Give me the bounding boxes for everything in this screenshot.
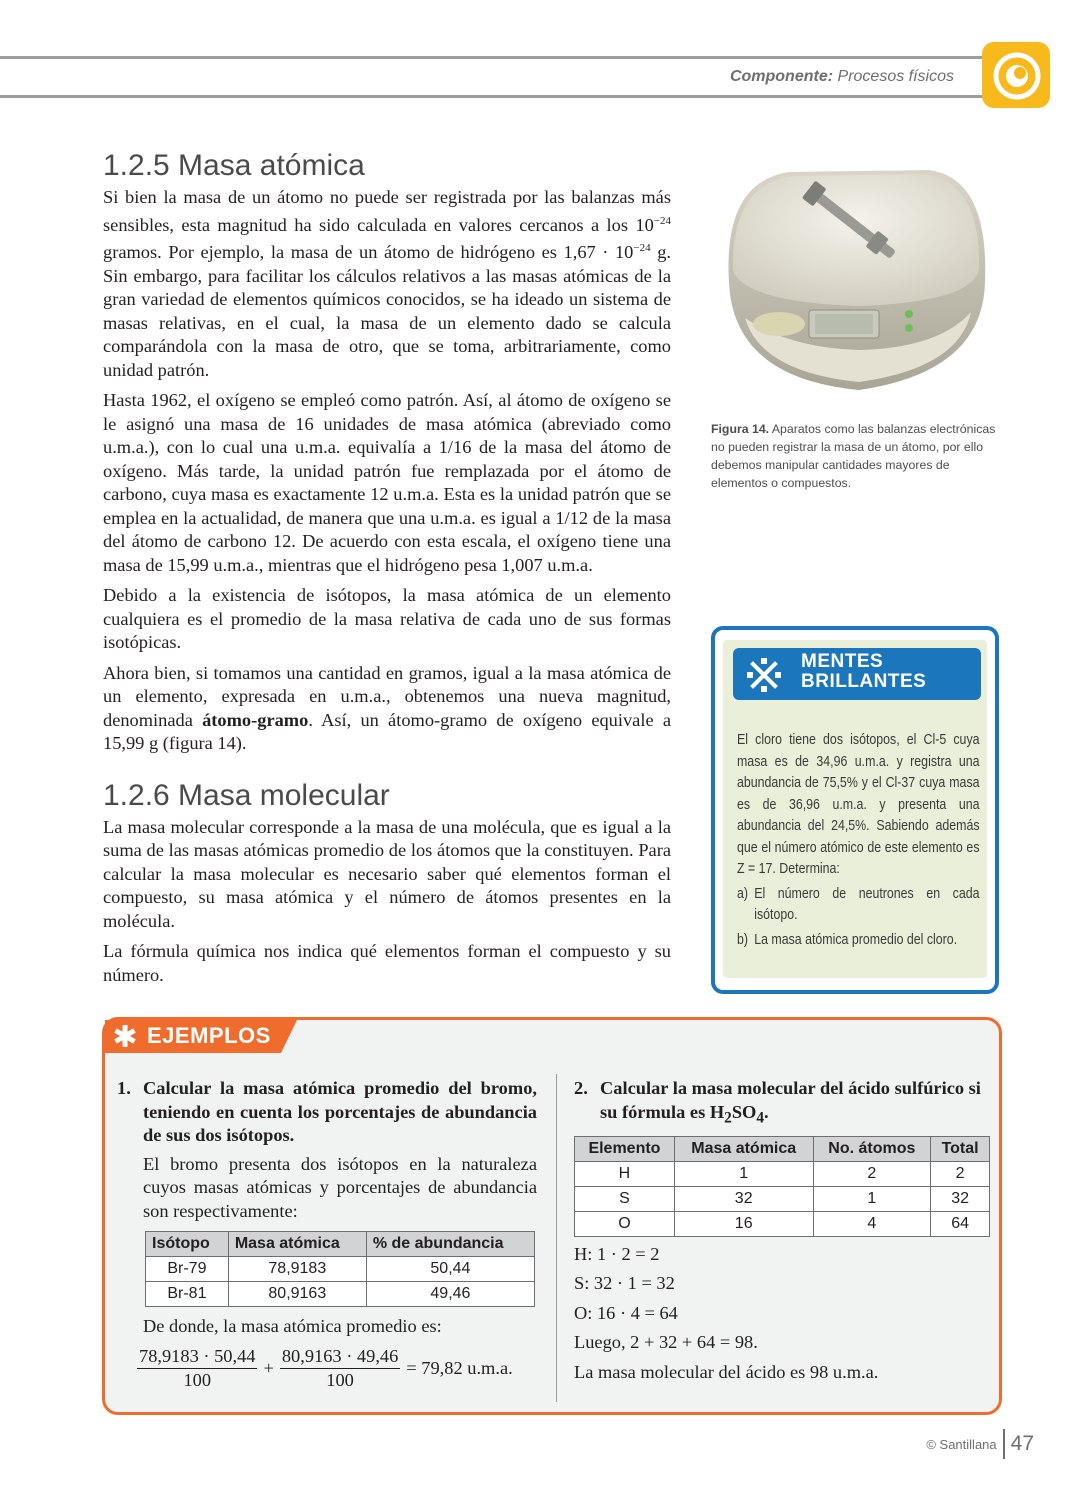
list-item: b) La masa atómica promedio del cloro. [737,931,958,948]
table-row: S 32 1 32 [575,1186,990,1211]
table-row: Br-81 80,9163 49,46 [146,1282,535,1307]
problem-statement: El cloro tiene dos isótopos, el Cl-5 cuya masa es de 34,96 u.m.a. y registra una abundancia de 75,5% y el Cl-37 cuya masa es de 36,96 u.m.a. y presenta una abundancia del 24,5%. Sabiendo además que el número atómico de este elemento es Z = 17. Determina: [737,732,980,877]
calc-line: H: 1 · 2 = 2 [574,1243,660,1264]
mentes-brillantes-header [733,648,981,700]
figure-label: Figura 14. [711,422,770,436]
weighted-average-formula: $\frac{78,9183 \cdot 50,44}{100}$ + $\frac{80,9163 \cdot 49,46}{100}$ = 79,82 u.m.a. [139,1345,513,1390]
sulfuric-acid-table: Elemento Masa atómica No. átomos Total H 1 2 2 S 32 1 32 O 16 4 64 [574,1136,990,1237]
example-2-heading: 2. Calcular la masa molecular del ácido sulfúrico si su fórmula es $H_2SO_4$. [574,1078,981,1127]
ejemplos-title: EJEMPLOS [147,1023,271,1048]
section-title-masa-molecular: 1.2.6 Masa molecular [103,778,390,812]
footer-divider [1003,1429,1005,1459]
mentes-brillantes-title: MENTES BRILLANTES [801,651,927,692]
page-number: 47 [1010,1432,1034,1455]
component-value: Procesos físicos [837,68,954,85]
list-item: a) El número de neutrones en cada isótopo. [737,885,980,923]
figure-caption-text: Aparatos como las balanzas electrónicas no pueden registrar la masa de un átomo, por ello debemos manipular cantidades mayores de elementos o compuestos. [711,422,996,490]
paragraph: Debido a la existencia de isótopos, la masa atómica de un elemento cualquiera es el promedio de la masa relativa de cada uno de sus formas isotópicas. [103,585,671,653]
paragraph: Ahora bien, si tomamos una cantidad en gramos, igual a la masa atómica de un elemento, expresada en u.m.a., obtenemos una nueva magnitud, denominada átomo-gramo. Así, un átomo-gramo de oxígeno equivale a 15,99 g (figura 14). [103,662,671,754]
main-column [103,148,671,994]
page-footer [926,1429,1034,1459]
paragraph: Hasta 1962, el oxígeno se empleó como patrón. Así, al átomo de oxígeno se le asignó una masa de 16 unidades de masa atómica (abreviado como u.m.a.), con lo cual una u.m.a. equivalía a 1/16 de la masa del átomo de oxígeno. Más tarde, la unidad patrón fue remplazada por el átomo de carbono, cuya masa es exactamente 12 u.m.a. Esta es la unidad patrón que se emplea en la actualidad, de manera que una u.m.a. es igual a 1/12 de la masa del átomo de carbono 12. De acuerdo con esta escala, el oxígeno tiene una masa de 15,99 u.m.a., mientras que el hidrógeno pesa 1,007 u.m.a. [103,390,671,575]
calc-line: La masa molecular del ácido es 98 u.m.a. [574,1361,879,1382]
table-row: Br-79 78,9183 50,44 [146,1257,535,1282]
calc-line: O: 16 · 4 = 64 [574,1302,678,1323]
table-row: H 1 2 2 [575,1161,990,1186]
calc-line: S: 32 · 1 = 32 [574,1273,675,1294]
isotope-table: Isótopo Masa atómica % de abundancia Br-79 78,9183 50,44 Br-81 80,9163 49,46 [145,1231,535,1307]
example-2-calculation [574,1243,994,1385]
calc-line: Luego, 2 + 32 + 64 = 98. [574,1332,758,1353]
example-1-intro: El bromo presenta dos isótopos en la naturaleza cuyos masas atómicas y porcentajes de abundancia son respectivamente: [143,1153,537,1221]
paragraph: Si bien la masa de un átomo no puede ser registrada por las balanzas más sensibles, esta magnitud ha sido calculada en valores cercanos a los $10^{-24}$ gramos. Por ejemplo, la masa de un átomo de hidrógeno es $1,67 \cdot 10^{-24}$ g. Sin embargo, para facilitar los cálculos relativos a las masas atómicas de la gran variedad de elementos químicos conocidos, se ha ideado un sistema de masas relativas, en el cual, la masa de un elemento dado se calcula comparándola con la masa de otro, que se toma, arbitrariamente, como unidad patrón. [103,187,671,380]
term-atomo-gramo: átomo-gramo [202,709,309,730]
example-1 [117,1077,537,1393]
mentes-brillantes-text [737,730,980,951]
circular-swirl-icon [982,42,1050,108]
figure-caption [711,420,996,492]
component-label: Componente: [729,68,834,85]
column-divider [556,1074,557,1402]
publisher: © Santillana [926,1436,997,1452]
table-row: O 16 4 64 [575,1211,990,1236]
header-rule-top [0,56,985,59]
example-2 [574,1077,994,1384]
paragraph: La masa molecular corresponde a la masa de una molécula, que es igual a la suma de las masas atómicas promedio de los átomos que la constituyen. Para calcular la masa molecular es necesario saber qué elementos forman el compuesto, su masa atómica y el número de átomos presentes en la molécula. [103,816,671,931]
sparkle-icon [747,658,781,692]
component-header [730,68,954,86]
section-title-masa-atomica: 1.2.5 Masa atómica [103,149,365,182]
paragraph: La fórmula química nos indica qué elementos forman el compuesto y su número. [103,941,671,985]
figure-electronic-scale [709,142,999,407]
ejemplos-box [102,1017,1002,1415]
example-1-conclusion: De donde, la masa atómica promedio es: [143,1316,442,1336]
header-rule-bottom [0,95,985,98]
mentes-brillantes-box [711,626,999,994]
example-1-heading: 1. Calcular la masa atómica promedio del bromo, teniendo en cuenta los porcentajes de abundancia de sus dos isótopos. [117,1078,537,1145]
